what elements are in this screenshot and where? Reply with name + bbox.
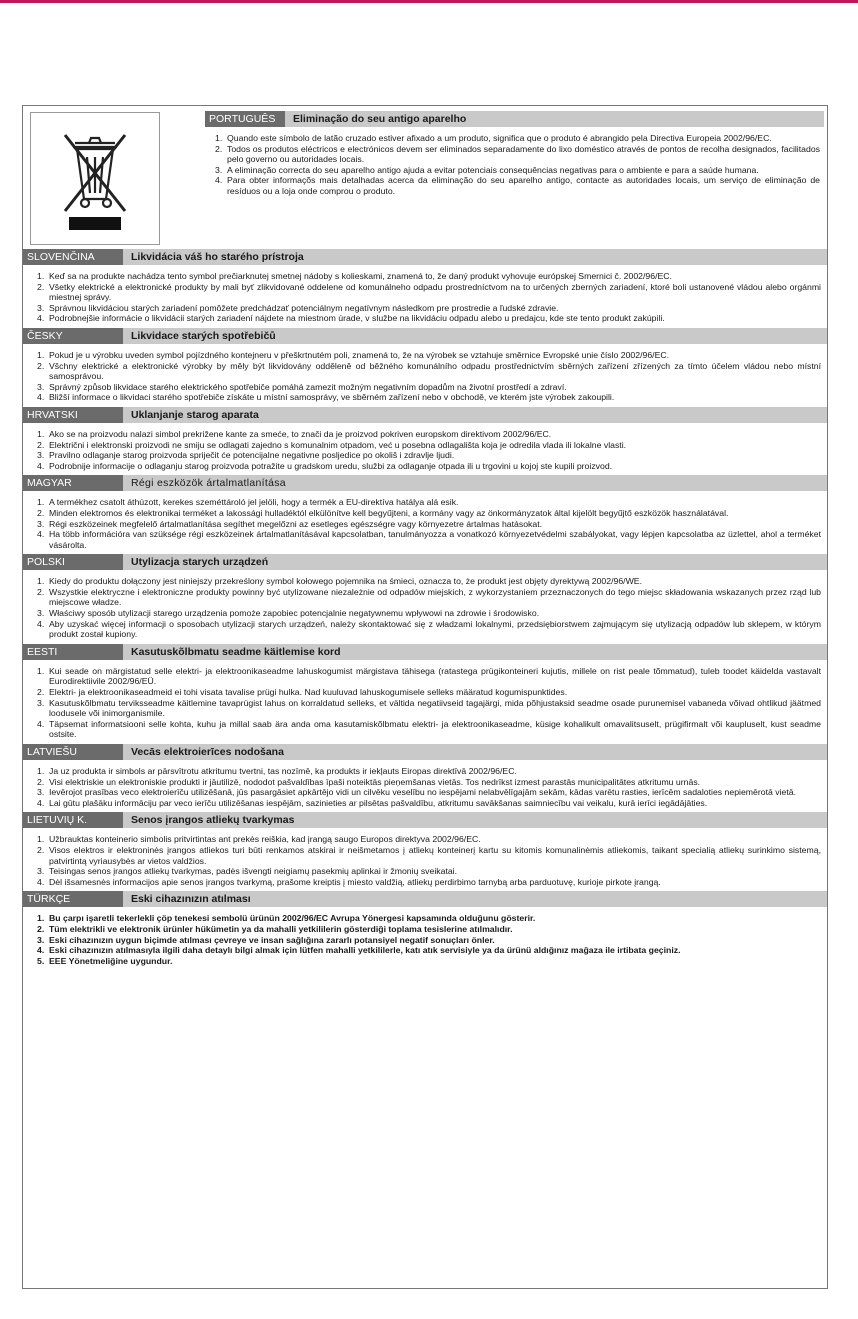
- list-item: 4. Para obter informaçõs mais detalhadas acerca da eliminação do seu aparelho antigo, contacte as autoridades locais, um serviço de eliminação de resíduos ou a loja onde comprou o produto.: [215, 175, 820, 196]
- section-slovencina: [23, 249, 827, 328]
- crossed-out-wheeled-bin-icon: [31, 113, 159, 244]
- list-item: 4. Eski cihazınızın atılmasıyla ilgili daha detaylı bilgi almak için lütfen mahalli yetkililerle, katı atık servisiyle ya da ürünü aldığınız mağaza ile irtibata geçiniz.: [37, 945, 681, 956]
- list-item: 2. Tüm elektrikli ve elektronik ürünler hükümetin ya da mahalli yetkililerin gösterdiği toplama tesislerine atılmalıdır.: [37, 923, 513, 934]
- list-item: 1. A termékhez csatolt áthúzott, kerekes szeméttároló jel jelöli, hogy a termék a EU-direktíva hatálya alá esik.: [37, 497, 459, 508]
- section-magyar: [23, 475, 827, 554]
- list-item: 2. Električni i elektronski proizvodi ne smiju se odlagati zajedno s komunalnim otpadom, već u posebna odlagališta koja je odredila vlada ili lokalne vlasti.: [37, 439, 627, 450]
- list-item: 4. Podrobnejšie informácie o likvidácii starých zariadení nájdete na miestnom úrade, v službe na likvidáciu odpadu alebo u predajcu, kde ste tento produkt zakúpili.: [37, 313, 665, 324]
- section-eesti: [23, 644, 827, 744]
- list-item: 3. Kasutuskõlbmatu terviksseadme käitlemine tavaprügist lahus on korraldatud selleks, et vältida negatiivseid tagajärgi, mida põhjustaksid seadme osade purunemisel vabaneda võivad ohtlikud jäätmed loodusele või inimorganismile.: [37, 697, 821, 719]
- section-turkce: [23, 891, 827, 970]
- section-lietuviu: [23, 812, 827, 891]
- language-label: MAGYAR: [23, 475, 123, 491]
- list-item: 1. Quando este símbolo de latão cruzado estiver afixado a um produto, significa que o produto é abrangido pela Directiva Europeia 2002/96/EC.: [215, 133, 772, 143]
- language-label: SLOVENČINA: [23, 249, 123, 265]
- list-item: 4. Bližší informace o likvidaci starého spotřebiče získáte u místní samosprávy, ve sběrném zařízení nebo v obchodě, ve kterém jste výrobek zakoupili.: [37, 392, 615, 403]
- section-title: Eski cihazınızın atılması: [131, 893, 251, 906]
- list-item: 4. Täpsemat informatsiooni selle kohta, kuhu ja millal saab ära anda oma kasutamiskõlbmatu elektri- ja elektroonikaseadme, küsige kohalikult omavalitsuselt, prügifirmalt või kaupluselt, kust seadme ostsite.: [37, 718, 821, 740]
- list-item: 4. Lai gūtu plašāku informāciju par veco ierīču utilizēšanas iespējām, sazinieties ar pilsētas pašvaldību, atkritumu savākšanas saimniecību vai veikalu, kurā ierīci iegādājāties.: [37, 797, 708, 808]
- section-title: Vecās elektroierīces nodošana: [131, 746, 284, 758]
- disposal-notice: [22, 105, 828, 1289]
- list-item: 1. Keď sa na produkte nachádza tento symbol prečiarknutej smetnej nádoby s kolieskami, znamená to, že daný produkt vyhovuje európskej Smernici č. 2002/96/EC.: [37, 271, 672, 281]
- list-item: 4. Aby uzyskać więcej informacji o sposobach utylizacji starych urządzeń, należy skontaktować się z władzami lokalnymi, przedsiębiorstwem zajmującym się utylizacją odpadów lub sklepem, w którym produkt został kupiony.: [37, 618, 821, 640]
- list-item: 1. Užbrauktas konteinerio simbolis pritvirtintas ant prekės reiškia, kad įrangą saugo Europos direktyva 2002/96/EC.: [37, 834, 481, 845]
- list-item: 2. Wszystkie elektryczne i elektroniczne produkty powinny być utylizowane niezależnie od odpadów miejskich, z wykorzystaniem przeznaczonych do tego miejsc składowania wskazanych przez rząd lub miejscowe władze.: [37, 586, 821, 608]
- section-hrvatski: [23, 407, 827, 475]
- list-item: 1. Bu çarpı işaretli tekerlekli çöp tenekesi sembolü ürünün 2002/96/EC Avrupa Yönergesi kapsamında olduğunu gösterir.: [37, 913, 536, 924]
- list-item: 2. Todos os produtos eléctricos e electrónicos devem ser eliminados separadamente do lixo doméstico através de pontos de recolha designados, facilitados pelo governo ou autoridades locais.: [215, 143, 820, 165]
- language-label: ČESKY: [23, 328, 123, 344]
- section-title: Senos įrangos atliekų tvarkymas: [131, 814, 295, 827]
- list-item: 1. Ako se na proizvodu nalazi simbol prekrižene kante za smeće, to znači da je proizvod pokriven europskom direktivom 2002/96/EC.: [37, 428, 552, 439]
- list-item: 3. Eski cihazınızın uygun biçimde atılması çevreye ve insan sağlığına zararlı potansiyel negatif sonuçları önler.: [37, 934, 495, 945]
- language-label: TÜRKÇE: [23, 891, 123, 907]
- language-label: LATVIEŠU: [23, 744, 123, 760]
- list-item: 3. Właściwy sposób utylizacji starego urządzenia pomoże zapobiec potencjalnie negatywnemu wpływowi na zdrowie i środowisko.: [37, 608, 540, 619]
- list-item: 3. Správný způsob likvidace starého elektrického spotřebiče pomáhá zamezit možným negativním dopadům na životní prostředí a zdraví.: [37, 381, 567, 392]
- list-item: 4. Ha több információra van szüksége régi eszközeinek ártalmatlanításával kapcsolatban, tanulmányozza a vonatkozó környezetvédelmi szabályokat, vagy lépjen kapcsolatba az üzlettel, ahol a terméket vásárolta.: [37, 529, 821, 550]
- language-label: LIETUVIŲ K.: [23, 812, 123, 828]
- list-item: 3. Régi eszközeinek megfelelő ártalmatlanítása segíthet megelőzni az esetleges egészségre vagy környezetre ártalmas hatásokat.: [37, 518, 543, 529]
- list-item: 4. Podrobnije informacije o odlaganju starog proizvoda potražite u gradskom uredu, službi za odlaganje otpada ili u trgovini u kojoj ste kupili proizvod.: [37, 460, 613, 471]
- list-item: 3. Ievērojot prasības veco elektroierīču utilizēšanā, jūs pasargāsiet apkārtējo vidi un cilvēku veselību no iespējami nelabvēlīgajām sekām, kādas varētu rasties, ierīcēm sadaloties nepiemērotā vietā.: [37, 787, 797, 798]
- section-portugues: [205, 111, 824, 197]
- section-cesky: [23, 328, 827, 407]
- list-item: 2. Elektri- ja elektroonikaseadmeid ei tohi visata tavalise prügi hulka. Nad kuuluvad lahuskogumisele selleks määratud kogumispunktides.: [37, 687, 568, 698]
- list-item: 4. Dėl išsamesnės informacijos apie senos įrangos tvarkymą, prašome kreiptis į miesto valdžią, atliekų perdirbimo tarnybą arba parduotuvę, kurioje pirkote įrangą.: [37, 876, 661, 887]
- accent-line: [0, 0, 858, 3]
- list-item: 1. Pokud je u výrobku uveden symbol pojízdného kontejneru v přeškrtnutém poli, znamená to, že na výrobek se vztahuje směrnice Evropské unie číslo 2002/96/EC.: [37, 349, 670, 360]
- section-latviesu: [23, 744, 827, 812]
- section-title: Utylizacja starych urządzeń: [131, 556, 269, 569]
- section-title: Régi eszközök ártalmatlanítása: [131, 477, 286, 490]
- list-item: 3. Pravilno odlaganje starog proizvoda spriječit će potencijalne negativne posljedice po okoliš i zdravlje ljudi.: [37, 450, 455, 461]
- list-item: 1. Kiedy do produktu dołączony jest niniejszy przekreślony symbol kołowego pojemnika na śmieci, oznacza to, że produkt jest objęty dyrektywą 2002/96/WE.: [37, 576, 642, 587]
- list-item: 2. Visi elektriskie un elektroniskie produkti ir jāutilizē, nododot pašvaldības īpaši noteiktās pieņemšanas vietās. Tos nedrīkst izmest parastās municipalitātes atkritumu urnās.: [37, 776, 701, 787]
- language-label: POLSKI: [23, 554, 123, 570]
- list-item: 2. Minden elektromos és elektronikai terméket a lakossági hulladéktól elkülönítve kell begyűjteni, a kormány vagy az önkormányzatok által kijelölt begyűjtő eszközök használatával.: [37, 507, 729, 518]
- list-item: 3. Správnou likvidáciou starých zariadení pomôžete predchádzať potenciálnym negatívnym následkom pre prostredie a ľudské zdravie.: [37, 302, 559, 313]
- section-title: Kasutuskõlbmatu seadme käitlemise kord: [131, 645, 341, 658]
- section-polski: [23, 554, 827, 644]
- section-title: Eliminação do seu antigo aparelho: [293, 113, 467, 125]
- list-item: 1. Ja uz produkta ir simbols ar pārsvītrotu atkritumu tvertni, tas nozīmē, ka produkts ir iekļauts Eiropas direktīvā 2002/96/EC.: [37, 766, 517, 776]
- list-item: 2. Všetky elektrické a elektronické produkty by mali byť zlikvidované oddelene od komunálneho odpadu prostredníctvom na to určených zberných zariadení, ktoré boli ustanovené vládou alebo orgánmi miestnej správy.: [37, 281, 821, 303]
- list-item: 2. Visos elektros ir elektroninės įrangos atliekos turi būti renkamos atskirai ir neišmetamos į atliekų konteinerį kartu su kitomis komunalinėmis atliekomis, taikant specialią atliekų surinkimo sistemą, patvirtintą vyriausybės ar vietos valdžios.: [37, 844, 821, 866]
- list-item: 1. Kui seade on märgistatud selle elektri- ja elektroonikaseadme lahuskogumist märgistava tähisega (ratastega prügikonteineri kujutis, millele on rist peale tõmmatud), tuleb toodet käidelda vastavalt Eurodirektiivile 2002/96/EÜ.: [37, 665, 821, 687]
- language-label: EESTI: [23, 644, 123, 660]
- list-item: 3. Teisingas senos įrangos atliekų tvarkymas, padės išvengti neigiamų pasekmių aplinkai ir žmonių sveikatai.: [37, 866, 458, 877]
- language-label: HRVATSKI: [23, 407, 123, 423]
- list-item: 3. A eliminação correcta do seu aparelho antigo ajuda a evitar potenciais consequências negativas para o ambiente e para a saúde humana.: [215, 164, 759, 175]
- language-label: PORTUGUÊS: [205, 111, 285, 127]
- weee-symbol: [30, 112, 160, 245]
- list-item: 5. EEE Yönetmeliğine uygundur.: [37, 955, 173, 966]
- intro-block: [23, 106, 827, 249]
- section-title: Likvidácia váš ho starého prístroja: [131, 251, 304, 263]
- section-header: [205, 111, 824, 127]
- section-title: Likvidace starých spotřebičů: [131, 329, 276, 342]
- list-item: 2. Všchny elektrické a elektronické výrobky by měly být likvidovány odděleně od běžného komunálního odpadu prostřednictvím sběrných zařízení zřízených za tímto účelem vládou nebo místní samosprávou.: [37, 360, 821, 382]
- section-title: Uklanjanje starog aparata: [131, 408, 259, 421]
